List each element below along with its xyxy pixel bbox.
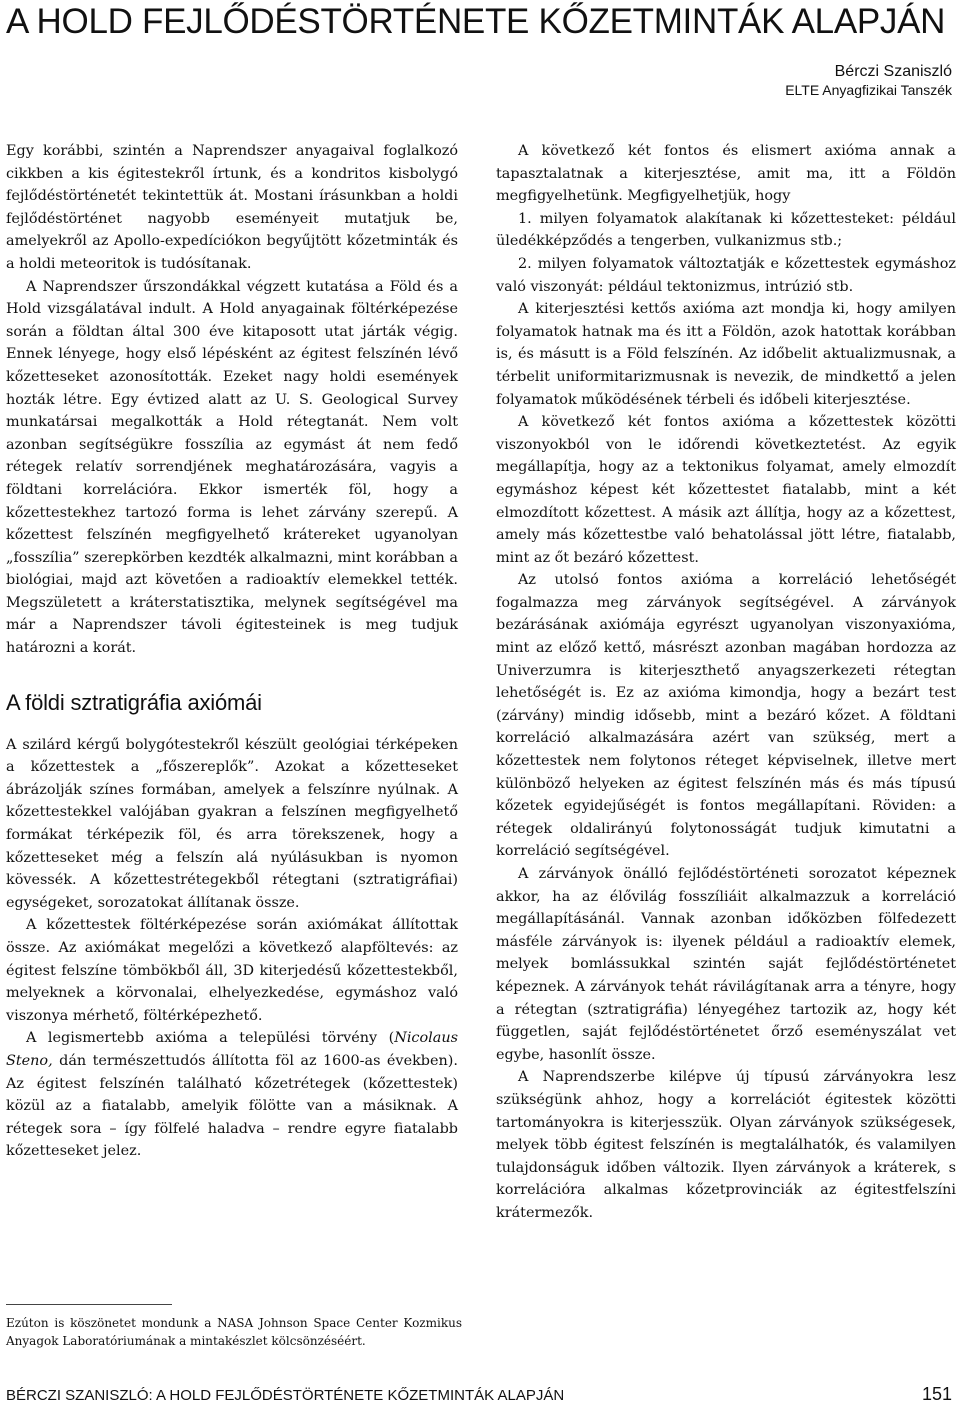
section-heading: A földi sztratigráfia axiómái (6, 689, 262, 715)
author-name: Bérczi Szaniszló (834, 63, 952, 80)
footnote: Ezúton is köszönetet mondunk a NASA Johnson Space Center Kozmikus Anyagok Laboratóriumának a mintakészlet kölcsönzéséért. (6, 1316, 462, 1348)
intro-paragraph: Egy korábbi, szintén a Naprendszer anyagaival foglalkozó cikkben a kis égitestekről írtunk, és a kondritos kisbolygó fejlődéstörténetét tekintettük át. Mostani írásunkban a holdi fejlődéstörténet nagyobb eseményeit mutatjuk be, amelyekről az Apollo-expedíciókon begyűjtött kőzetminták és a holdi meteoritok is tudósítanak. (6, 143, 458, 272)
body-paragraph (6, 1027, 458, 1163)
body-paragraph: A következő két fontos axióma a kőzettestek közötti viszonyokból von le időrendi következtetést. Az egyik megállapítja, hogy az a tektonikus folyamat, amely elmozdít egymáshoz képest két kőzettestet fiatalabb, mint a két elmozdított kőzettest. A másik azt állítja, hogy az a kőzettest, amely más kőzettestbe való behatolással jött létre, fiatalabb, mint az őt bezáró kőzettest. (496, 414, 956, 566)
italic-name: Nicolaus Steno, (6, 1030, 458, 1069)
body-paragraph: A zárványok önálló fejlődéstörténeti sorozatot képeznek akkor, ha az élővilág fosszíliáit alkalmazzuk a korreláció megállapításánál. Vannak azonban időközben fölfedezett másféle zárványok is: ilyenek például a radioaktív elemek, melyek bomlássukkal szintén saját fejlődéstörténetet képeznek. A zárványok tehát rávilágítanak arra a tényre, hogy a rétegtan (sztratigráfia) lényegéhez tartozik az, hogy két független, saját fejlődéstörténetet őrző eseményszálat vet egybe, hasonlít össze. (496, 866, 956, 1063)
text-span: A legismertebb axióma a települési törvény ( (26, 1030, 395, 1047)
body-paragraph: A Naprendszer űrszondákkal végzett kutatása a Föld és a Hold vizsgálatával indult. A Hold anyagainak föltérképezése során a földtan által 300 éve kitaposott utat járták végig. Ennek lényege, hogy első lépésként az égitest felszínén lévő kőzetteseket azonosították. Ezeket nagy holdi események hozták létre. Egy évtized alatt az U. S. Geological Survey munkatársai megalkották a Hold rétegtanát. Nem volt azonban segítségükre fosszília az egymást át nem fedő rétegek relatív sorrendjének meghatározására, vagyis a földtani korrelációra. Ekkor ismerték föl, hogy a kőzettestekhez tartozó forma is lehet zárvány szerepű. A kőzettest felszínén megfigyelhető krátereket ugyanolyan „fosszília” szerepkörben kezdték alkalmazni, mint korábban a biológiai, majd azt követően a radioaktív elemekkel tették. Megszületett a kráterstatisztika, melynek segítségével ma már a Naprendszer távoli égitesteinek is meg tudjuk határozni a korát. (6, 278, 458, 657)
body-paragraph: A kiterjesztési kettős axióma azt mondja ki, hogy amilyen folyamatok hatnak ma és itt a Földön, azok hatottak korábban is, és másutt is a Föld felszínén. Az időbelit aktualizmusnak, a térbelit uniformitarizmusnak is nevezik, de mindkettő a jelen folyamatok működésének térbeli és időbeli kiterjesztése. (496, 301, 956, 408)
body-paragraph: A szilárd kérgű bolygótestekről készült geológiai térképeken a kőzettestek a „főszereplők”. Azokat a kőzetteseket ábrázolják színes formában, amelyek a felszínre nyúlnak. A kőzettestekkel valójában gyakran a felszínen megfigyelhető formákat térképezik föl, és arra törekszenek, hogy a kőzetteseket még a felszín alá nyúlásukban is nyomon kövessék. A kőzettestrétegekből rétegtani (sztratigráfiai) egységeket, sorozatokat állítanak össze. (6, 736, 458, 911)
body-paragraph: A Naprendszerbe kilépve új típusú zárványokra lesz szükségünk ahhoz, hogy a korrelációt égitestek közötti tartományokra is kiterjesszük. Olyan zárványok szükségesek, melyek több égitest felszínén is megtalálhatók, és valamilyen tulajdonságuk időben változik. Ilyen zárványok a kráterek, s korrelációra alkalmas kőzetprovinciák az égitestfelszíni krátermezők. (496, 1069, 956, 1221)
body-paragraph: A kőzettestek föltérképezése során axiómákat állítottak össze. Az axiómákat megelőzi a következő alapföltevés: az égitest felszíne tömbökből áll, 3D kiterjedésű kőzettestekből, melyeknek a körvonalai, elhelyezkedése, egymáshoz való viszonya mérhető, föltérképezhető. (6, 917, 458, 1024)
body-paragraph: Az utolsó fontos axióma a korreláció lehetőségét fogalmazza meg zárványok segítségével. A zárványok bezárásának axiómája egyrészt ugyanolyan viszonyaxióma, mint az előző kettő, másrészt azonban magában hordozza az Univerzumra is kiterjeszthető anyagszerkezeti rétegtan lehetőségét is. Ez az axióma kimondja, hogy a bezárt test (zárvány) mindig idősebb, mint a bezáró kőzet. A földtani korreláció alkalmazására azért van szükség, mert a kőzettestek nem folytonos réteget képviselnek, illetve mert különböző helyeken az égitest felszínén más és más típusú kőzetek egyidejűségét is fontos megállapítani. Röviden: a rétegek oldalirányú folytonosságát tudjuk kimutatni a korreláció segítségével. (496, 572, 956, 860)
list-item: 2. milyen folyamatok változtatják e kőzettestek egymáshoz való viszonyát: például tektonizmus, intrúzió stb. (496, 255, 956, 295)
author-block (785, 62, 952, 100)
right-column (496, 140, 956, 1225)
body-paragraph: A következő két fontos és elismert axióma annak a tapasztalatnak a kiterjesztése, amit ma, itt a Földön megfigyelhetünk. Megfigyelhetjük, hogy (496, 143, 956, 205)
page-number: 151 (921, 1384, 952, 1404)
article-title: A HOLD FEJLŐDÉSTÖRTÉNETE KŐZETMINTÁK ALAPJÁN (6, 2, 946, 41)
text-span: dán természettudós állította föl az 1600-as években). Az égitest felszínén található kőzetrétegek (kőzettestek) közül az a fiatalabb, amelyik fölötte van a másiknak. A rétegek sora – így fölfelé haladva – rendre egyre fiatalabb kőzetteseket jelez. (6, 1052, 458, 1160)
list-item: 1. milyen folyamatok alakítanak ki kőzettesteket: például üledékképződés a tengerben, vulkanizmus stb.; (496, 210, 956, 250)
author-affiliation: ELTE Anyagfizikai Tanszék (785, 82, 952, 98)
left-column (6, 140, 458, 1163)
running-title: BÉRCZI SZANISZLÓ: A HOLD FEJLŐDÉSTÖRTÉNETE KŐZETMINTÁK ALAPJÁN (6, 1387, 565, 1404)
